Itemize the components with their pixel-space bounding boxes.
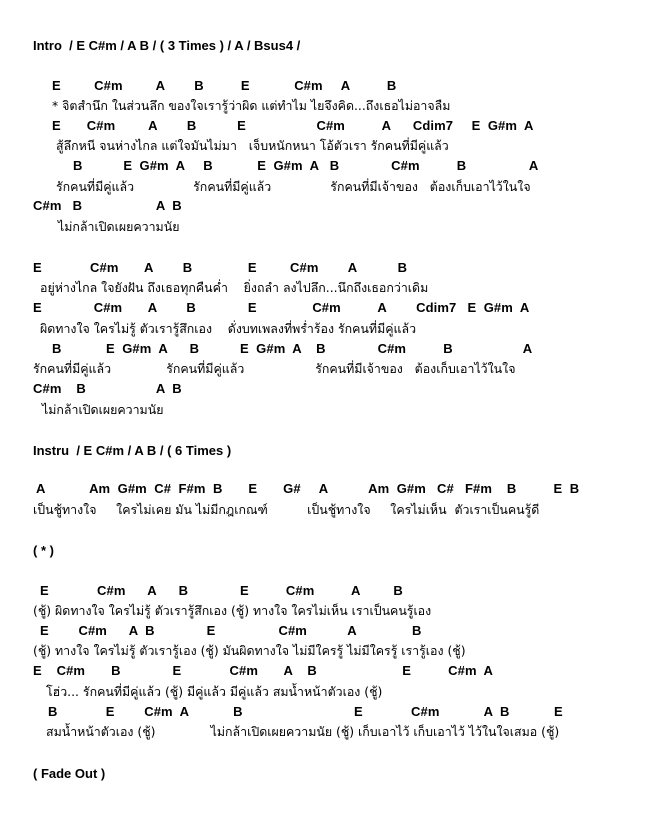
- outro-lyrics-2: (ชู้) ทางใจ ใครไม่รู้ ตัวเรารู้เอง (ชู้) มันผิดทางใจ ไม่มีใครรู้ ไม่มีใครรู้ เรารู้เอง (ชู้): [33, 643, 466, 658]
- outro-chords-1: E C#m A B E C#m A B: [40, 583, 403, 598]
- verse2-chords-1: E C#m A B E C#m A B: [33, 260, 408, 275]
- outro-lyrics-4: สมน้ำหน้าตัวเอง (ชู้) ไม่กล้าเปิดเผยความนัย (ชู้) เก็บเอาไว้ เก็บเอาไว้ ไว้ในใจเสมอ (ชู้): [46, 724, 560, 739]
- verse1-chords-3: B E G#m A B E G#m A B C#m B A: [73, 158, 539, 173]
- verse1-chords-4: C#m B A B: [33, 198, 182, 213]
- verse1-chords-2: E C#m A B E C#m A Cdim7 E G#m A: [52, 118, 534, 133]
- verse1-chords-1: E C#m A B E C#m A B: [52, 78, 397, 93]
- verse1-lyrics-2: สู้ลึกหนี จนห่างไกล แต่ใจมันไม่มา เจ็บหนักหนา โอ้ตัวเรา รักคนที่มีคู่แล้ว: [56, 138, 449, 153]
- bridge-lyrics-1: เป็นชู้ทางใจ ใครไม่เคย มัน ไม่มีกฎเกณฑ์ เป็นชู้ทางใจ ใครไม่เห็น ตัวเราเป็นคนรู้ดี: [33, 502, 540, 517]
- intro-line: Intro / E C#m / A B / ( 3 Times ) / A / Bsus4 /: [33, 38, 301, 53]
- outro-lyrics-3: โฮ่ว... รักคนที่มีคู่แล้ว (ชู้) มีคู่แล้ว มีคู่แล้ว สมน้ำหน้าตัวเอง (ชู้): [46, 684, 383, 699]
- outro-lyrics-1: (ชู้) ผิดทางใจ ใครไม่รู้ ตัวเรารู้สึกเอง (ชู้) ทางใจ ใครไม่เห็น เราเป็นคนรู้เอง: [33, 603, 432, 618]
- fade-out-marker: ( Fade Out ): [33, 766, 106, 781]
- verse1-lyrics-3: รักคนที่มีคู่แล้ว รักคนที่มีคู่แล้ว รักคนที่มีเจ้าของ ต้องเก็บเอาไว้ในใจ: [56, 179, 531, 194]
- verse2-chords-4: C#m B A B: [33, 381, 182, 396]
- verse2-chords-3: B E G#m A B E G#m A B C#m B A: [52, 341, 533, 356]
- bridge-chords-1: A Am G#m C# F#m B E G# A Am G#m C# F#m B E B: [36, 481, 580, 496]
- outro-chords-4: B E C#m A B E C#m A B E: [48, 704, 563, 719]
- verse2-lyrics-2: ผิดทางใจ ใครไม่รู้ ตัวเรารู้สึกเอง ดั่งบทเพลงที่พร่ำร้อง รักคนที่มีคู่แล้ว: [40, 321, 417, 336]
- verse2-lyrics-3: รักคนที่มีคู่แล้ว รักคนที่มีคู่แล้ว รักคนที่มีเจ้าของ ต้องเก็บเอาไว้ในใจ: [33, 361, 516, 376]
- repeat-marker: ( * ): [33, 543, 54, 558]
- verse2-chords-2: E C#m A B E C#m A Cdim7 E G#m A: [33, 300, 530, 315]
- verse1-lyrics-1: * จิตสำนึก ในส่วนลึก ของใจเรารู้ว่าผิด แต่ทำไม ไยจึงคิด...ถึงเธอไม่อาจลืม: [52, 98, 451, 113]
- verse2-lyrics-4: ไม่กล้าเปิดเผยความนัย: [42, 402, 164, 417]
- outro-chords-2: E C#m A B E C#m A B: [40, 623, 422, 638]
- instru-line: Instru / E C#m / A B / ( 6 Times ): [33, 443, 232, 458]
- outro-chords-3: E C#m B E C#m A B E C#m A: [33, 663, 494, 678]
- verse1-lyrics-4: ไม่กล้าเปิดเผยความนัย: [58, 219, 180, 234]
- verse2-lyrics-1: อยู่ห่างไกล ใจยังฝัน ถึงเธอทุกคืนค่ำ ยิ่งถลำ ลงไปลึก...นึกถึงเธอกว่าเดิม: [40, 280, 429, 295]
